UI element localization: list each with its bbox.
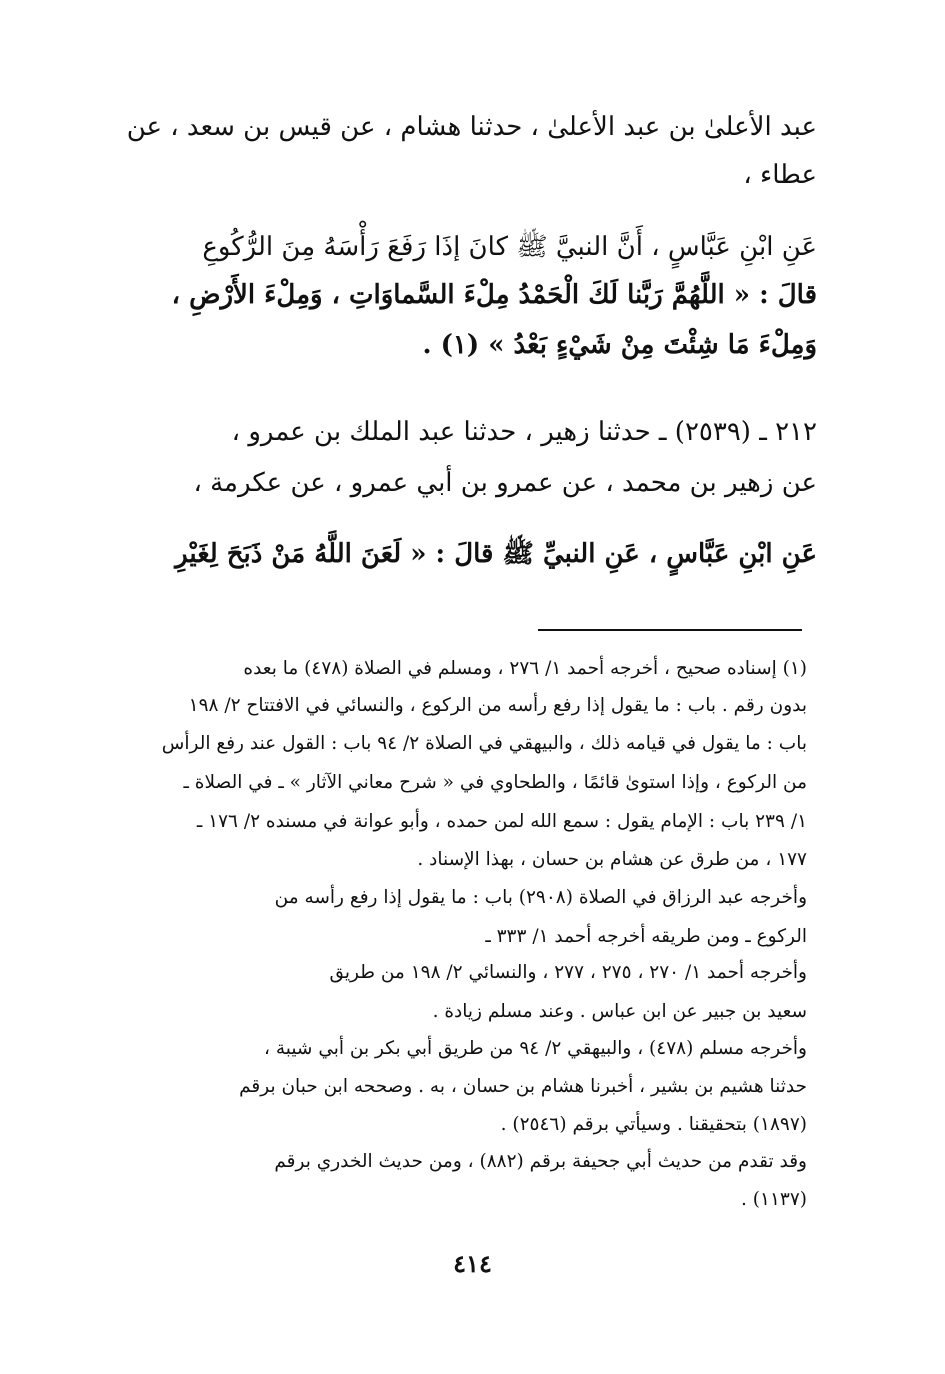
footnote-line-10: سعيد بن جبير عن ابن عباس . وعند مسلم زيادة .	[432, 1001, 807, 1022]
footnote-line-13: (١٨٩٧) بتحقيقنا . وسيأتي برقم (٢٥٤٦) .	[500, 1114, 807, 1135]
footnote-line-1: (١) إسناده صحيح ، أخرجه أحمد ١/ ٢٧٦ ، ومسلم في الصلاة (٤٧٨) ما بعده	[243, 658, 807, 679]
footnote-line-3: باب : ما يقول في قيامه ذلك ، والبيهقي في الصلاة ٢/ ٩٤ باب : القول عند رفع الرأس	[161, 733, 807, 754]
footnote-line-5: ١/ ٢٣٩ باب : الإمام يقول : سمع الله لمن حمده ، وأبو عوانة في مسنده ٢/ ١٧٦ ـ	[196, 811, 807, 832]
hadith-line-1: عَنِ ابْنِ عَبَّاسٍ ، أَنَّ النبيَّ ﷺ كانَ إذَا رَفَعَ رَأْسَهُ مِنَ الرُّكُوعِ	[202, 232, 817, 262]
body-line-1: عبد الأعلىٰ بن عبد الأعلىٰ ، حدثنا هشام ، عن قيس بن سعد ، عن	[126, 112, 817, 142]
body-line-2: عطاء ،	[743, 160, 817, 190]
chain-line-2: عن زهير بن محمد ، عن عمرو بن أبي عمرو ، عن عكرمة ،	[193, 468, 817, 498]
footnote-line-2: بدون رقم . باب : ما يقول إذا رفع رأسه من الركوع ، والنسائي في الافتتاح ٢/ ١٩٨	[188, 695, 807, 716]
hadith-line-2: قالَ : « اللَّهُمَّ رَبَّنا لَكَ الْحَمْدُ مِلْءَ السَّماوَاتِ ، وَمِلْءَ الأَرْضِ ،	[171, 280, 817, 310]
footnote-line-9: وأخرجه أحمد ١/ ٢٧٠ ، ٢٧٥ ، ٢٧٧ ، والنسائي ٢/ ١٩٨ من طريق	[329, 962, 807, 983]
footnote-line-6: ١٧٧ ، من طرق عن هشام بن حسان ، بهذا الإسناد .	[417, 849, 807, 870]
footnote-line-11: وأخرجه مسلم (٤٧٨) ، والبيهقي ٢/ ٩٤ من طريق أبي بكر بن أبي شيبة ،	[264, 1038, 807, 1059]
footnote-line-14: وقد تقدم من حديث أبي جحيفة برقم (٨٨٢) ، ومن حديث الخدري برقم	[274, 1151, 807, 1172]
footnote-line-4: من الركوع ، وإذا استوىٰ قائمًا ، والطحاوي في « شرح معاني الآثار » ـ في الصلاة ـ	[183, 772, 807, 793]
footnote-line-7: وأخرجه عبد الرزاق في الصلاة (٢٩٠٨) باب : ما يقول إذا رفع رأسه من	[274, 887, 807, 908]
footnote-line-12: حدثنا هشيم بن بشير ، أخبرنا هشام بن حسان ، به . وصححه ابن حبان برقم	[239, 1076, 807, 1097]
footnote-separator	[538, 629, 802, 631]
hadith-212-text: عَنِ ابْنِ عَبَّاسٍ ، عَنِ النبيِّ ﷺ قالَ : « لَعَنَ اللَّهُ مَنْ ذَبَحَ لِغَيْرِ	[175, 539, 817, 569]
hadith-line-3: وَمِلْءَ مَا شِئْتَ مِنْ شَيْءٍ بَعْدُ » (١) .	[422, 330, 817, 360]
chain-line-1: ٢١٢ ـ (٢٥٣٩) ـ حدثنا زهير ، حدثنا عبد الملك بن عمرو ،	[231, 417, 817, 447]
footnote-line-8: الركوع ـ ومن طريقه أخرجه أحمد ١/ ٣٣٣ ـ	[485, 926, 807, 947]
footnote-line-15: (١١٣٧) .	[741, 1189, 807, 1210]
page-number: ٤١٤	[453, 1249, 492, 1278]
